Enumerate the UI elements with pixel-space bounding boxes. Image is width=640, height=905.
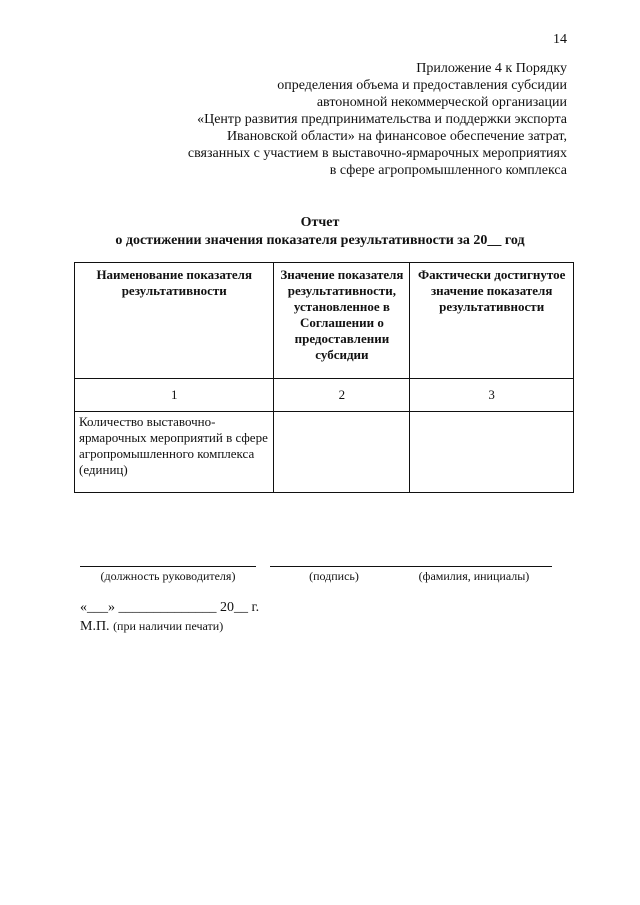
signature-block: [74, 566, 554, 586]
header-actual-value: Фактически достигнутое значение показателя результативности: [410, 263, 574, 379]
stamp-note: (при наличии печати): [113, 619, 224, 633]
signature-field[interactable]: (подпись): [270, 566, 398, 584]
actual-value-cell[interactable]: [410, 412, 574, 493]
table-header-row: [75, 263, 574, 379]
appendix-line: в сфере агропромышленного комплекса: [329, 163, 567, 178]
column-number: 1: [75, 379, 274, 412]
date-year: 20__ г.: [220, 600, 260, 615]
appendix-line: Ивановской области» на финансовое обеспечение затрат,: [226, 129, 567, 144]
header-indicator-name: Наименование показателя результативности: [75, 263, 274, 379]
indicator-cell: Количество выставочно-ярмарочных мероприятий в сфере агропромышленного комплекса (единиц): [75, 412, 274, 493]
date-day-blank[interactable]: ___: [87, 600, 108, 615]
report-heading: [0, 214, 640, 250]
column-number-row: [75, 379, 574, 412]
appendix-line: автономной некоммерческой организации: [316, 95, 567, 110]
appendix-line: Приложение 4 к Порядку: [416, 61, 567, 76]
appendix-header: [147, 60, 567, 179]
appendix-line: определения объема и предоставления субсидии: [277, 78, 567, 93]
report-subtitle: о достижении значения показателя результативности за 20__ год: [115, 233, 525, 248]
report-table: [74, 262, 574, 493]
report-title: Отчет: [300, 215, 340, 230]
name-field[interactable]: (фамилия, инициалы): [396, 566, 552, 584]
stamp-line: [80, 619, 223, 635]
column-number: 2: [274, 379, 410, 412]
date-line: [80, 600, 259, 616]
page-number: 14: [553, 32, 567, 47]
date-close-quote: »: [108, 600, 115, 615]
stamp-mp: М.П.: [80, 619, 110, 634]
planned-value-cell[interactable]: [274, 412, 410, 493]
date-month-blank[interactable]: ______________: [118, 600, 217, 615]
appendix-line: связанных с участием в выставочно-ярмарочных мероприятиях: [187, 146, 567, 161]
appendix-line: «Центр развития предпринимательства и поддержки экспорта: [197, 112, 567, 127]
header-planned-value: Значение показателя результативности, установленное в Соглашении о предоставлении субсидии: [274, 263, 410, 379]
date-open-quote: «: [80, 600, 87, 615]
column-number: 3: [410, 379, 574, 412]
table-row: [75, 412, 574, 493]
position-field[interactable]: (должность руководителя): [80, 566, 256, 584]
